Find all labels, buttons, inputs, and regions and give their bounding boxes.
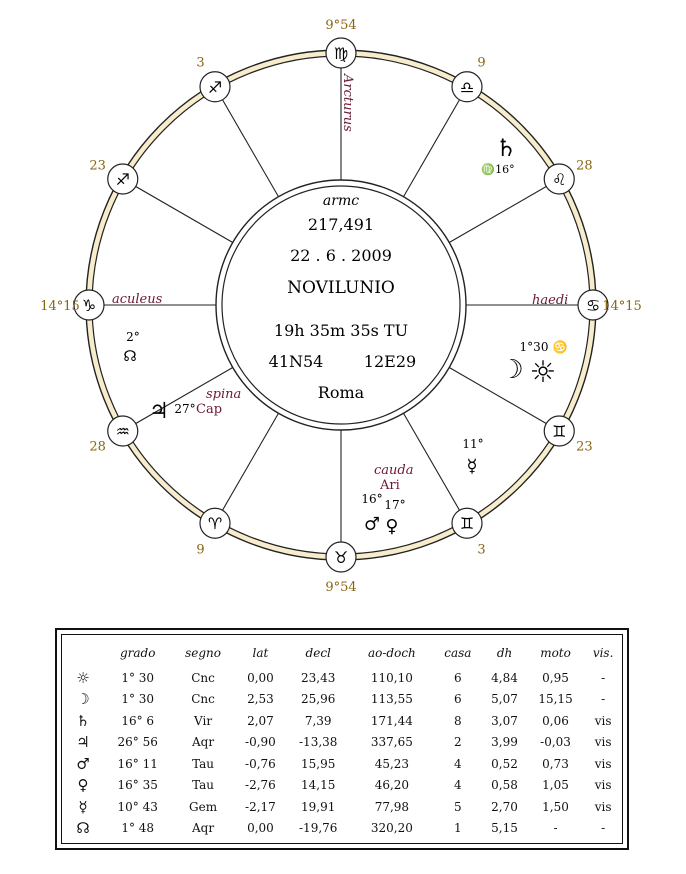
event-name: NOVILUNIO	[287, 278, 395, 298]
star-spina-cap: Cap	[196, 402, 223, 417]
table-cell: 2,70	[491, 799, 518, 814]
planet-symbol-cell: ♀	[77, 776, 89, 795]
planet-table-inner	[61, 634, 623, 844]
table-header-cell: grado	[119, 646, 156, 660]
table-cell: 6	[454, 670, 462, 685]
table-cell: 16° 11	[117, 756, 158, 771]
table-cell: -2,17	[245, 799, 276, 814]
cusp-sign-glyph: ♌	[552, 170, 567, 189]
table-row	[62, 710, 622, 732]
table-cell: 25,96	[301, 692, 336, 707]
cusp-degree-label: 28	[89, 439, 106, 455]
table-cell: -	[553, 821, 558, 836]
table-cell: 1,05	[542, 778, 569, 793]
star-arcturus: Arcturus	[340, 74, 355, 132]
table-cell: Tau	[192, 756, 215, 771]
cusp-sign-glyph: ♐	[115, 170, 130, 189]
table-cell: 8	[454, 713, 462, 728]
table-header-cell: segno	[185, 646, 222, 660]
table-header-cell: decl	[305, 646, 331, 660]
table-cell: 2,07	[247, 713, 274, 728]
table-cell: 1° 30	[121, 692, 155, 707]
chart-latitude: 41N54	[268, 352, 324, 371]
venus-glyph: ♀	[385, 516, 399, 537]
table-cell: -13,38	[299, 735, 338, 750]
table-row	[62, 689, 622, 711]
mercury-degree: 11°	[462, 437, 484, 451]
table-cell: Cnc	[191, 692, 215, 707]
table-cell: -0,76	[245, 756, 276, 771]
cusp-degree-label: 14°15	[40, 299, 80, 314]
planet-table	[62, 639, 622, 839]
saturn-position: ♍16°	[481, 163, 515, 176]
table-body	[62, 667, 622, 839]
jupiter-degree: 27°	[174, 402, 196, 416]
chart-place: Roma	[317, 383, 365, 402]
planet-symbol-cell: ☼	[76, 668, 90, 687]
planet-symbol-cell: ☊	[76, 819, 90, 838]
sun-moon-sign: ♋	[552, 340, 568, 354]
table-header-cell: casa	[444, 646, 472, 660]
table-cell: 15,15	[538, 692, 573, 707]
mars-glyph: ♂	[363, 514, 381, 535]
table-cell: Gem	[189, 799, 218, 814]
star-aculeus: aculeus	[112, 292, 163, 307]
table-header-cell: vis.	[592, 646, 614, 660]
table-cell: -19,76	[299, 821, 338, 836]
table-cell: 337,65	[370, 735, 413, 750]
cusp-sign-glyph: ♎	[459, 77, 475, 97]
armc-label: armc	[322, 193, 360, 209]
table-cell: 4,84	[491, 670, 518, 685]
table-cell: -2,76	[245, 778, 276, 793]
table-cell: 0,06	[542, 713, 569, 728]
table-cell: 2	[454, 735, 462, 750]
table-cell: 0,00	[247, 670, 274, 685]
cusp-degree-label: 23	[576, 439, 593, 455]
planet-symbol-cell: ♄	[76, 711, 90, 730]
table-cell: 7,39	[304, 713, 332, 728]
table-cell: 0,58	[491, 778, 518, 793]
table-cell: 4	[454, 778, 462, 793]
table-row	[62, 753, 622, 775]
table-cell: 5	[454, 799, 462, 814]
table-header-cell	[62, 639, 104, 667]
table-header-cell: moto	[540, 646, 571, 660]
sun-glyph: ☼	[529, 355, 557, 390]
table-cell: Aqr	[192, 821, 215, 836]
table-cell: Cnc	[191, 670, 215, 685]
cusp-degree-label: 28	[576, 158, 593, 174]
table-cell: 171,44	[370, 713, 413, 728]
cusp-degree-label: 9°54	[325, 580, 357, 595]
table-cell: -0,90	[245, 735, 276, 750]
saturn-glyph: ♄	[495, 134, 517, 162]
cusp-sign-glyph: ♈	[207, 514, 223, 534]
armc-value: 217,491	[307, 215, 375, 234]
chart-time: 19h 35m 35s TU	[273, 321, 409, 340]
table-cell: vis	[594, 735, 612, 750]
table-cell: 5,15	[491, 821, 518, 836]
planet-table-frame	[55, 628, 629, 850]
table-cell: Vir	[194, 713, 213, 728]
planet-symbol-cell: ☽	[76, 690, 90, 709]
chart-date: 22 . 6 . 2009	[290, 246, 392, 265]
cusp-sign-glyph: ♒	[115, 422, 130, 441]
table-cell: 14,15	[301, 778, 336, 793]
table-cell: 1° 30	[121, 670, 155, 685]
table-header-cell: dh	[496, 646, 513, 660]
table-cell: 113,55	[370, 692, 413, 707]
table-cell: vis	[594, 756, 612, 771]
node-glyph: ☊	[123, 347, 137, 365]
mars-degree: 16°	[361, 492, 383, 506]
table-cell: 2,53	[247, 692, 274, 707]
table-row	[62, 796, 622, 818]
table-cell: 46,20	[374, 778, 410, 793]
table-cell: 10° 43	[117, 799, 158, 814]
cusp-sign-glyph: ♉	[333, 548, 349, 567]
cusp-degree-label: 9	[477, 55, 486, 71]
cusp-degree-label: 9	[196, 542, 205, 558]
table-cell: 15,95	[301, 756, 336, 771]
table-cell: vis	[594, 713, 612, 728]
star-haedi: haedi	[532, 293, 569, 308]
star-cauda: cauda	[374, 463, 414, 478]
cusp-sign-glyph: ♋	[585, 296, 601, 315]
table-header-row	[62, 639, 622, 667]
table-cell: vis	[594, 778, 612, 793]
table-cell: 110,10	[370, 670, 413, 685]
table-cell: 1° 48	[121, 821, 155, 836]
table-cell: 0,00	[247, 821, 274, 836]
sun-moon-degree: 1°30	[519, 340, 549, 354]
table-cell: 1,50	[542, 799, 569, 814]
table-cell: 23,43	[301, 670, 336, 685]
planet-symbol-cell: ♃	[76, 733, 90, 752]
table-cell: Tau	[192, 778, 215, 793]
table-cell: 5,07	[491, 692, 518, 707]
cusp-degree-label: 23	[89, 158, 106, 174]
cusp-sign-glyph: ♐	[207, 77, 223, 97]
table-cell: 45,23	[374, 756, 410, 771]
table-cell: -	[601, 821, 606, 836]
cusp-sign-glyph: ♊	[552, 422, 567, 441]
star-cauda-ari: Ari	[380, 478, 400, 493]
table-cell: vis	[594, 799, 612, 814]
table-cell: 77,98	[374, 799, 410, 814]
table-cell: 4	[454, 756, 462, 771]
table-cell: 0,73	[542, 756, 569, 771]
table-row	[62, 818, 622, 840]
table-row	[62, 732, 622, 754]
cusp-sign-glyph: ♑	[81, 296, 97, 315]
table-header-cell: ao-doch	[367, 646, 416, 660]
cusp-degree-label: 9°54	[325, 18, 357, 33]
planet-symbol-cell: ☿	[78, 797, 88, 816]
table-cell: 0,52	[491, 756, 518, 771]
cusp-degree-label: 3	[477, 542, 486, 558]
table-cell: 3,99	[491, 735, 518, 750]
table-cell: 26° 56	[117, 735, 158, 750]
table-cell: -0,03	[540, 735, 571, 750]
jupiter-glyph: ♃	[149, 399, 169, 424]
table-cell: 1	[454, 821, 462, 836]
table-cell: 16° 35	[117, 778, 158, 793]
chart-longitude: 12E29	[363, 352, 417, 371]
table-row	[62, 775, 622, 797]
cusp-degree-label: 14°15	[602, 299, 642, 314]
cusp-degree-label: 3	[196, 55, 205, 71]
table-cell: 0,95	[542, 670, 569, 685]
table-cell: 16° 6	[121, 713, 155, 728]
venus-degree: 17°	[384, 498, 406, 512]
node-degree: 2°	[126, 330, 140, 344]
table-cell: -	[601, 670, 606, 685]
table-row	[62, 667, 622, 689]
table-cell: 6	[454, 692, 462, 707]
table-cell: 3,07	[491, 713, 518, 728]
planet-symbol-cell: ♂	[76, 754, 90, 773]
cusp-sign-glyph: ♍	[333, 44, 349, 63]
table-cell: 320,20	[370, 821, 413, 836]
table-cell: -	[601, 692, 606, 707]
cusp-sign-glyph: ♊	[459, 514, 475, 534]
table-header-cell: lat	[252, 646, 269, 660]
table-cell: 19,91	[301, 799, 336, 814]
table-cell: Aqr	[192, 735, 215, 750]
moon-glyph: ☽	[500, 355, 524, 385]
mercury-glyph: ☿	[466, 456, 478, 477]
star-spina: spina	[206, 387, 242, 402]
